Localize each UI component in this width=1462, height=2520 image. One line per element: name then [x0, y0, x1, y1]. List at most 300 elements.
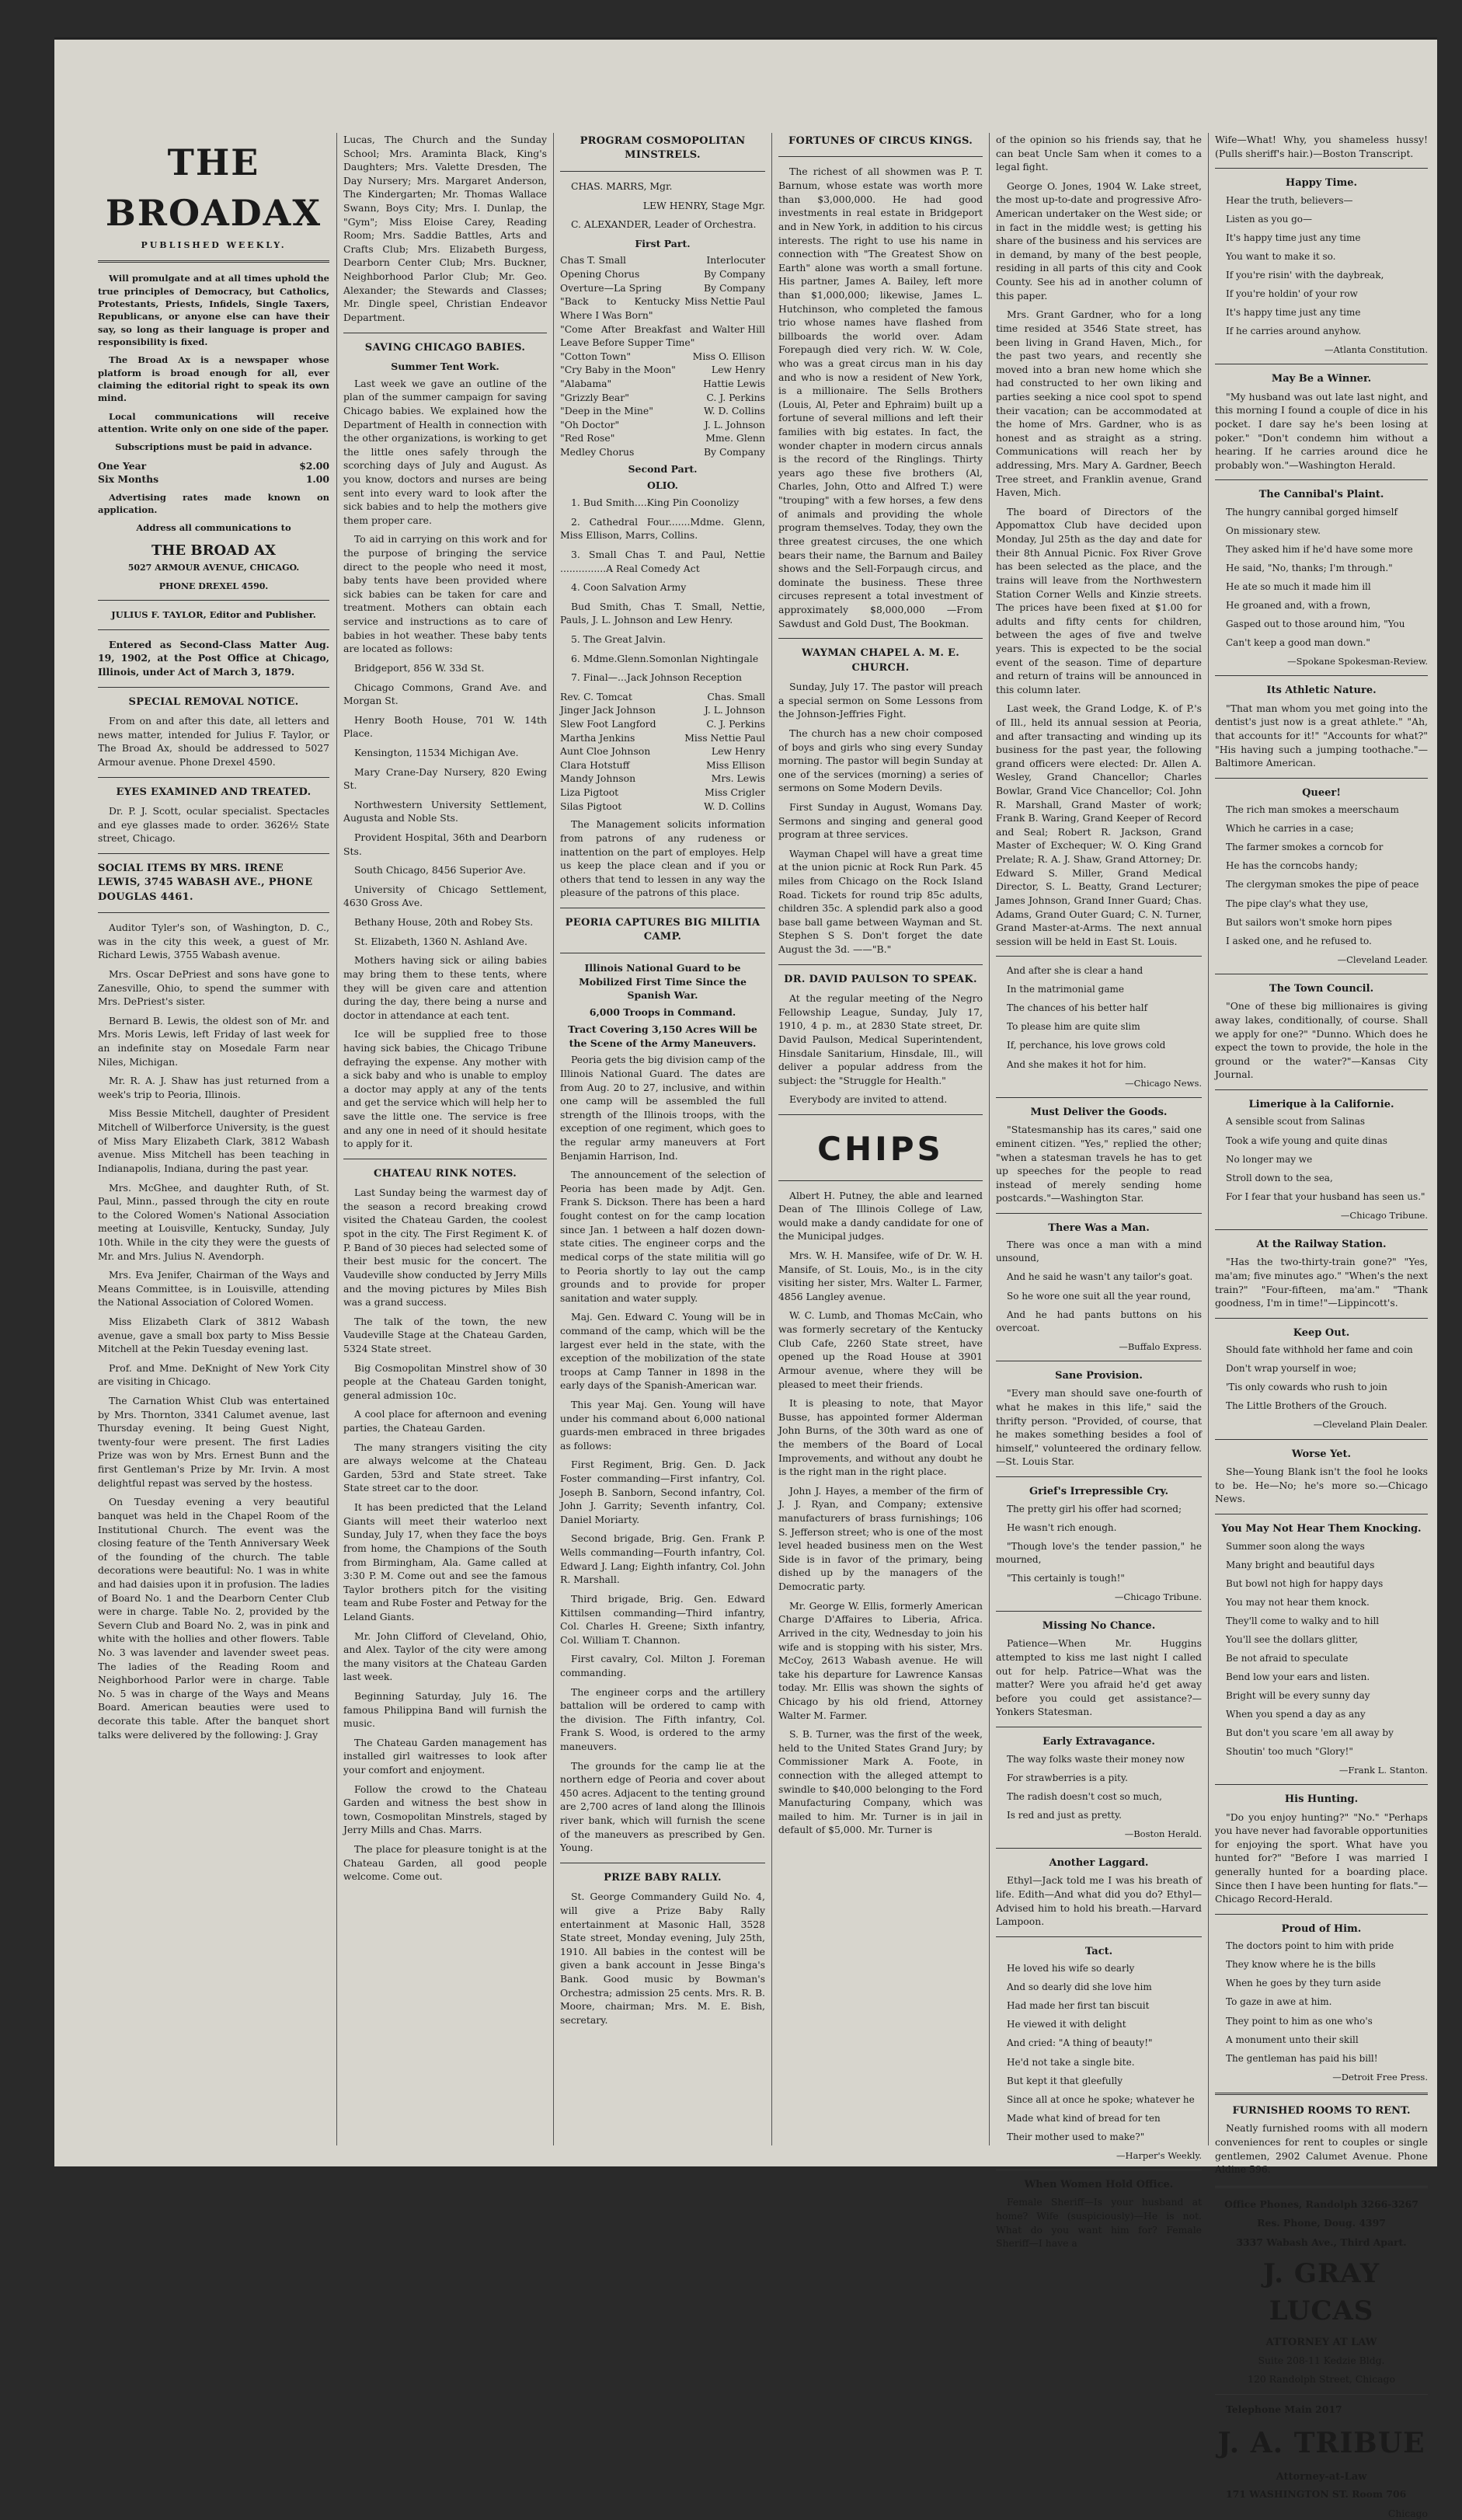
verse-line: The farmer smokes a corncob for	[1226, 842, 1384, 853]
verse-line: They point to him as one who's	[1226, 2015, 1373, 2027]
column-rule	[771, 133, 772, 2145]
verse-line: The gentleman has paid his bill!	[1226, 2052, 1378, 2064]
program-performer: Mrs. Lewis	[711, 772, 765, 785]
program-title: Rev. C. Tomcat	[560, 690, 632, 702]
attribution: —Buffalo Express.	[1119, 1340, 1202, 1352]
verse-line: Bend low your ears and listen.	[1226, 1671, 1370, 1682]
program-title: Chas T. Small	[560, 254, 627, 267]
program-item: 3. Small Chas T. and Paul, Nettie ...............A Real Comedy Act	[560, 548, 765, 574]
verse-line: Gasped out to those around him, "You	[1226, 619, 1405, 629]
joke-heading: Must Deliver the Goods.	[1030, 1106, 1168, 1118]
attribution: —Harper's Weekly.	[1116, 2149, 1202, 2161]
divider	[778, 1180, 983, 1181]
chips-item: John J. Hayes, a member of the firm of J. J. Ryan, and Company; extensive manufacturers of brass furnishings; 106 S. Jefferson street; who is one of the most level headed business men on the West Side is in favor of the primary, being dished up by the managers of the Democratic party.	[778, 1484, 983, 1593]
lucas-ad-title: ATTORNEY AT LAW	[1265, 2337, 1377, 2349]
joke-heading: Missing No Chance.	[1042, 1619, 1156, 1632]
joke-heading: Worse Yet.	[1291, 1448, 1352, 1460]
headline: CHATEAU RINK NOTES.	[373, 1167, 517, 1180]
program-performer: Miss Nettie Paul	[684, 295, 765, 308]
verse-line: Their mother used to make?"	[1007, 2131, 1145, 2142]
divider	[1215, 1914, 1428, 1915]
divider	[996, 1611, 1202, 1612]
social-item: On Tuesday evening a very beautiful banquet was held in the Chapel Room of the Institutional Church. The event was the closing feature of the Tenth Anniversary Week of the founding of the church. The table decorations were beautiful: No. 1 was in white and had daisies upon it in profusion. The ladies of Board No. 1 and the Dearborn Center Club were in charge. Table No. 2, provided by the Severn Club and Board No. 2, was in pink and white with the hollies and other flowers. Table No. 3 was lavender and lavender sweet peas. The ladies of the Reading Room and Neighborhood Parlor were in charge. Table No. 5 was in charge of the Ways and Means Board. American beauties were used to decorate this table. After the banquet short talks were delivered by the following: J. Gray	[98, 1496, 329, 1741]
verse-line: So he wore one suit all the year round,	[1007, 1290, 1191, 1302]
joke-heading: Tact.	[1084, 1945, 1113, 1957]
column-rule	[989, 133, 990, 2145]
ad-line: Suite 208-11 Kedzie Bldg.	[1258, 2354, 1385, 2366]
program-row	[560, 418, 765, 432]
verse-line: To gaze in awe at him.	[1226, 1996, 1332, 2008]
verse-line: Bright will be every sunny day	[1226, 1689, 1370, 1701]
divider	[560, 171, 765, 172]
ad-line: 120 Randolph Street, Chicago	[1248, 2373, 1395, 2386]
verse-line: I asked one, and he refused to.	[1226, 935, 1372, 946]
divider	[98, 777, 329, 778]
tent-location: Bethany House, 20th and Robey Sts.	[354, 916, 534, 929]
joke-heading: May Be a Winner.	[1271, 373, 1372, 385]
program-performer: C. J. Perkins	[706, 391, 765, 403]
article-paragraph: To aid in carrying on this work and for the purpose of bringing the service direct to the people who need it most, baby tents have been provided where sick babies can be taken for care and treatment. Mothers can obtain each service and instructions as to care of babies in hot weather. These baby tents are located as follows:	[343, 533, 547, 655]
verse-line: Had made her first tan biscuit	[1007, 2000, 1150, 2012]
program-item: 4. Coon Salvation Army	[571, 581, 687, 594]
verse-line: You may not hear them knock.	[1226, 1596, 1370, 1608]
program-item: 5. The Great Jalvin.	[571, 633, 666, 645]
article-paragraph: The engineer corps and the artillery battalion will be ordered to camp with the division. The Fifth infantry, Col. Frank S. Wood, is ordered to the army maneuvers.	[560, 1685, 765, 1753]
article-paragraph: First Regiment, Brig. Gen. D. Jack Foster commanding—First infantry, Col. Joseph B. Sanborn, Second infantry, Col. John J. Garrity; Seventh infantry, Col. Daniel Moriarty.	[560, 1459, 765, 1525]
joke-text: "My husband was out late last night, and this morning I found a couple of dice in his pocket. I dare say he's been losing at poker." "Don't condemn him without a hearing. If he carries around dice he probably won."—Washington Herald.	[1215, 390, 1428, 471]
mission-statement: Will promulgate and at all times uphold the true principles of Democracy, but Catholics, Protestants, Priests, Infidels, Single Taxers, Republicans, or anyone else can have their say, so long as their language is proper and responsibility is fixed.	[98, 273, 329, 347]
program-title: Martha Jenkins	[560, 731, 635, 744]
verse-line: You'll see the dollars glitter,	[1226, 1633, 1359, 1645]
divider	[1215, 675, 1428, 676]
program-performer: J. L. Johnson	[704, 418, 765, 430]
article-paragraph: Beginning Saturday, July 16. The famous Philippina Band will furnish the music.	[343, 1689, 547, 1730]
article-paragraph: First Sunday in August, Womans Day. Sermons and singing and general good program at three services.	[778, 800, 983, 841]
program-row	[560, 445, 765, 459]
article-paragraph: The church has a new choir composed of boys and girls who sing every Sunday morning. The pastor will begin Sunday at one of the services (morning) a series of sermons on Some Modern Devils.	[778, 727, 983, 794]
chips-heading: CHIPS	[817, 1129, 944, 1168]
article-paragraph: It has been predicted that the Leland Giants will meet their waterloo next Sunday, July 17, when they face the boys from home, the Champions of the South from Birmingham, Ala. Game called at 3:30 P. M. Come out and see the famous Taylor brothers pitch for the visiting team and Rube Foster and Petway for the Leland Giants.	[343, 1501, 547, 1622]
program-performer: By Company	[703, 281, 765, 294]
program-row	[560, 404, 765, 418]
attribution: —Detroit Free Press.	[1332, 2071, 1428, 2083]
address-note: Address all communications to	[136, 522, 291, 534]
verse-line: No longer may we	[1226, 1153, 1313, 1165]
published-weekly: PUBLISHED WEEKLY.	[141, 239, 287, 250]
article-paragraph: Mrs. Grant Gardner, who for a long time resided at 3546 State street, has been living in Grand Haven, Mich., for the past two years, and recently she moved into a bran new home which she had constructed to her own liking and parties seeking a nice cool spot to spend their vacation; can be accommodated at the home of Mrs. Gardner, who is as honest and as straight as a string. Communications will reach her by addressing, Mrs. Mary A. Gardner, Beech Tree street, and Franklin avenue, Grand Haven, Mich.	[996, 308, 1202, 499]
program-row	[560, 744, 765, 758]
verse-line: The rich man smokes a meerschaum	[1226, 804, 1399, 816]
program-row	[560, 281, 765, 295]
divider	[996, 1213, 1202, 1214]
ad-line: Res. Phone, Doug. 4397	[1257, 2217, 1386, 2229]
joke-heading: Early Extravagance.	[1043, 1736, 1155, 1748]
tent-location: Henry Booth House, 701 W. 14th Place.	[343, 713, 547, 740]
tent-location: University of Chicago Settlement, 4630 Gross Ave.	[343, 883, 547, 909]
article-paragraph: St. George Commandery Guild No. 4, will give a Prize Baby Rally entertainment at Masonic Hall, 3528 State street, Monday evening, July 25th, 1910. All babies in the contest will be given a bank account in Jesse Binga's Bank. Good music by Bowman's Orchestra; admission 25 cents. Mrs. R. B. Moore, chairman; Mrs. M. E. Bish, secretary.	[560, 1891, 765, 2026]
headline: PROGRAM COSMOPOLITAN MINSTRELS.	[580, 135, 746, 162]
divider	[98, 687, 329, 688]
article-paragraph: The Chateau Garden management has installed girl waitresses to look after your comfort and enjoyment.	[343, 1736, 547, 1776]
verse-line: The doctors point to him with pride	[1226, 1940, 1394, 1952]
divider	[778, 156, 983, 157]
program-performer: Miss Nettie Paul	[684, 731, 765, 744]
program-title: Opening Chorus	[560, 268, 640, 281]
verse-line: It's happy time just any time	[1226, 232, 1361, 243]
program-title: "Back to Kentucky Where I Was Born"	[560, 295, 681, 321]
divider	[1215, 1229, 1428, 1230]
divider	[1215, 1089, 1428, 1090]
verse-line: He'd not take a single bite.	[1007, 2056, 1135, 2068]
article-paragraph: The richest of all showmen was P. T. Barnum, whose estate was worth more than $3,000,000. He had good investments in real estate in Bridgeport and in New York, in addition to his circus interests. The right to use his name in connection with "The Greatest Show on Earth" alone was worth a small fortune. His partner, James A. Bailey, left more than $1,000,000; likewise, James L. Hutchinson, who completed the famous trio whose names have flashed from billboards the world over. Adam Forepaugh died very rich. W. W. Cole, who was a great circus man in his day and who is now a resident of New York, is a millionaire. The Sells Brothers (Louis, Al, Peter and Ephraim) built up a fortune of several millions and left their families with big estates. In fact, the wonder chapter in modern circus annals is the record of the Ringlings. Thirty years ago these five brothers (Al, Charles, John, Otto and Alfred T.) were "trouping" with a few horses, a few dens of animals and providing the whole program themselves. Today, they own the three greatest circuses, the one which bears their name, the Barnum and Bailey shows and the Sell-Forpaugh circus, and dominate the business. These three circuses represent a total investment of approximately $8,000,000 —From Sawdust and Gold Dust, The Bookman.	[778, 166, 983, 629]
divider	[98, 629, 329, 630]
divider	[778, 1114, 983, 1115]
advertising-rates: Advertising rates made known on application.	[98, 491, 329, 516]
program-title: "Cotton Town"	[560, 350, 632, 362]
joke-heading: Limerique à la Californie.	[1248, 1099, 1394, 1111]
ad-line: Office Phones, Randolph 3266-3267	[1224, 2198, 1418, 2210]
verse-line: Many bright and beautiful days	[1226, 1559, 1375, 1570]
masthead: THE BROADAX	[105, 141, 322, 235]
program-title: "Come After Breakfast and Leave Before Supper Time"	[560, 322, 708, 349]
verse-line: "This certainly is tough!"	[1007, 1572, 1125, 1584]
verse-line: The clergyman smokes the pipe of peace	[1226, 879, 1419, 891]
social-item: Mrs. Oscar DePriest and sons have gone to Zanesville, Ohio, to spend the summer with Mrs. DePriest's sister.	[98, 967, 329, 1008]
ad-line: 171 WASHINGTON ST. Room 706	[1226, 2488, 1407, 2501]
article-paragraph: First cavalry, Col. Milton J. Foreman commanding.	[560, 1653, 765, 1678]
verse-line: He loved his wife so dearly	[1007, 1963, 1135, 1975]
program-performer: J. L. Johnson	[704, 704, 765, 716]
price-value: $2.00	[299, 459, 329, 472]
social-item: Bernard B. Lewis, the oldest son of Mr. and Mrs. Moris Lewis, left Friday of last week for an indefinite stay on Mosedale Farm near Niles, Michigan.	[98, 1014, 329, 1068]
headline: DR. DAVID PAULSON TO SPEAK.	[784, 973, 977, 985]
social-item: Mrs. Eva Jenifer, Chairman of the Ways and Means Committee, is in Louisville, attending the National Association of Colored Women.	[98, 1269, 329, 1309]
attribution: —Chicago News.	[1125, 1077, 1202, 1089]
verse-line: The pretty girl his offer had scorned;	[1007, 1503, 1182, 1514]
column-4	[774, 133, 987, 2145]
divider	[1215, 2093, 1428, 2095]
entered-notice: Entered as Second-Class Matter Aug. 19, 1902, at the Post Office at Chicago, Illinois, under Act of March 3, 1879.	[98, 638, 329, 678]
joke-text: She—Young Blank isn't the fool he looks to be. He—No; he's more so.—Chicago News.	[1215, 1466, 1428, 1505]
joke-heading: Happy Time.	[1285, 177, 1358, 190]
joke-text: Patience—When Mr. Huggins attempted to kiss me last night I called out for help. Patrice—What was the matter? Were you afraid he'd get away before you could get assistance?—Yonkers Statesman.	[996, 1637, 1202, 1718]
ad-line: 3337 Wabash Ave., Third Apart.	[1236, 2236, 1407, 2249]
tent-location: Chicago Commons, Grand Ave. and Morgan St.	[343, 681, 547, 707]
joke-text: "Every man should save one-fourth of what he makes in this life," said the thrifty person. "Provided, of course, that he makes something besides a fool of himself," volunteered the ordinary fellow.—St. Louis Star.	[996, 1387, 1202, 1468]
platform-statement: The Broad Ax is a newspaper whose platform is broad enough for all, ever claiming the editorial right to speak its own mind.	[98, 354, 329, 404]
divider	[778, 638, 983, 639]
tent-location: Bridgeport, 856 W. 33d St.	[354, 661, 485, 674]
social-item: Auditor Tyler's son, of Washington, D. C., was in the city this week, a guest of Mr. Richard Lewis, 3755 Wabash avenue.	[98, 922, 329, 961]
column-3	[555, 133, 770, 2145]
program-row	[560, 363, 765, 377]
program-performer: Hattie Lewis	[703, 377, 765, 389]
verse-line: In the matrimonial game	[1007, 984, 1124, 995]
article-paragraph: Everybody are invited to attend.	[789, 1093, 948, 1106]
program-title: Overture—La Spring	[560, 281, 662, 294]
verse-line: Since all at once he spoke; whatever he	[1007, 2093, 1195, 2105]
article-paragraph: Last week, the Grand Lodge, K. of P.'s of Ill., held its annual session at Peoria, and after transacting and winding up its business for the past year, the following grand officers were elected: Dr. Allen A. Wesley, Grand Chancellor; Charles Bowlar, Grand Vice Chancellor; Col. John R. Marshall, Grand Master of work; Frank B. Waring, Grand Keeper of Record and Seal; Robert R. Jackson, Grand Master of Exchequer; W. O. King Grand Prelate; R. A. J. Shaw, Grand Attorney; Dr. Edward S. Miller, Grand Medical Director, S. L. Beatty, Grand Lecturer; James Johnson, Grand Inner Guard; Chas. Adams, Grand Outer Guard; C. N. Turner, Grand Master-at-Arms. The next annual session will be held in East St. Louis.	[996, 702, 1202, 947]
ad-line: Telephone Main 2017	[1226, 2403, 1342, 2415]
verse-line: If he carries around anyhow.	[1226, 325, 1362, 336]
verse-line: He has the corncobs handy;	[1226, 860, 1358, 872]
tent-location: Kensington, 11534 Michigan Ave.	[354, 746, 519, 758]
program-title: "Oh Doctor"	[560, 418, 620, 430]
attribution: —Frank L. Stanton.	[1338, 1764, 1428, 1776]
lucas-ad-name: J. GRAY LUCAS	[1262, 2257, 1380, 2327]
verse-line: The Little Brothers of the Grouch.	[1226, 1400, 1387, 1412]
joke-text: "Do you enjoy hunting?" "No." "Perhaps you have never had favorable opportunities for enjoying the sport. What have you hunted for?" "Before I was married I generally hunted for a boarding place. Since then I have been hunting for flats."—Chicago Record-Herald.	[1215, 1811, 1428, 1905]
joke-heading: There Was a Man.	[1048, 1222, 1150, 1234]
verse-line: But kept it that gleefully	[1007, 2075, 1123, 2086]
program-title: Liza Pigtoot	[560, 786, 619, 799]
attribution: —Boston Herald.	[1124, 1828, 1202, 1839]
program-performer: Lew Henry	[711, 745, 765, 758]
article-paragraph: Ice will be supplied free to those having sick babies, the Chicago Tribune defraying the expense. Any mother with a sick baby and who is unable to employ a doctor may apply at any of the tents and get the service which will help her to save the little one. The service is free and any one in need of it should hesitate to apply for it.	[343, 1028, 547, 1150]
social-item: The Carnation Whist Club was entertained by Mrs. Thornton, 3341 Calumet avenue, last Thursday evening. It being Guest Night, twenty-four were present. The first Ladies Prize was won by Mrs. Ernest Bunn and the first Gentleman's Prize by Mr. Irvin. A most delightful repast was served by the hostess.	[98, 1395, 329, 1489]
local-communications: Local communications will receive attention. Write only on one side of the paper.	[98, 410, 329, 434]
verse-line: The way folks waste their money now	[1007, 1753, 1185, 1765]
verse-line: Be not afraid to speculate	[1226, 1652, 1349, 1664]
verse-line: And he had pants buttons on his overcoat.	[996, 1309, 1202, 1333]
divider	[98, 260, 329, 263]
verse-line: They asked him if he'd have some more	[1226, 543, 1413, 555]
joke-heading: The Cannibal's Plaint.	[1258, 489, 1384, 501]
article-paragraph: The announcement of the selection of Peoria has been made by Adjt. Gen. Frank S. Dickson. There has been a hard fought contest on for the camp location since Jan. 1 between a half dozen down-state cities. The engineer corps and the medical corps of the state militia will go to Peoria shortly to lay out the camp grounds and to provide for proper sanitation and water supply.	[560, 1169, 765, 1304]
divider	[996, 956, 1202, 957]
verse-line: They know where he is the bills	[1226, 1959, 1376, 1971]
program-row	[560, 322, 765, 350]
program-item: Bud Smith, Chas T. Small, Nettie, Pauls, J. L. Johnson and Lew Henry.	[560, 600, 765, 626]
subheadline: 6,000 Troops in Command.	[589, 1006, 736, 1019]
divider	[1215, 778, 1428, 779]
social-item: Miss Elizabeth Clark of 3812 Wabash avenue, gave a small box party to Miss Bessie Mitchell at the Pekin Tuesday evening last.	[98, 1316, 329, 1355]
program-title: Mandy Johnson	[560, 772, 636, 785]
article-paragraph: Maj. Gen. Edward C. Young will be in command of the camp, which will be the largest ever held in the state, with the exception of the mobilization of the state troops at Camp Tanner in 1898 in the early days of the Spanish-American war.	[560, 1311, 765, 1392]
verse-line: If you're holdin' of your row	[1226, 288, 1358, 299]
editor-line: JULIUS F. TAYLOR, Editor and Publisher.	[111, 609, 316, 621]
divider	[1215, 2186, 1428, 2188]
program-performer: Walter Hill	[712, 322, 765, 335]
headline: PRIZE BABY RALLY.	[604, 1871, 722, 1884]
program-row	[560, 703, 765, 717]
program-title: Aunt Cloe Johnson	[560, 745, 651, 758]
verse-line: But sailors won't smoke horn pipes	[1226, 916, 1392, 928]
program-performer: Miss Crigler	[705, 786, 765, 799]
program-row	[560, 377, 765, 391]
verse-line: When he goes by they turn aside	[1226, 1978, 1381, 1989]
verse-line: He said, "No, thanks; I'm through."	[1226, 562, 1393, 573]
verse-line: On missionary stew.	[1226, 525, 1321, 536]
program-row	[560, 253, 765, 267]
verse-line: Took a wife young and quite dinas	[1226, 1135, 1387, 1146]
joke-text: "That man whom you met going into the dentist's just now is a great athlete." "Ah, that accounts for it!" "Accounts for what?" "His having such a jumping toothache."—Baltimore American.	[1215, 702, 1428, 769]
article-paragraph: Mr. John Clifford of Cleveland, Ohio, and Alex. Taylor of the city were among the many visitors at the Chateau Garden last week.	[343, 1629, 547, 1683]
verse-line: Stroll down to the sea,	[1226, 1172, 1333, 1183]
program-title: Clara Hotstuff	[560, 758, 630, 771]
tribue-ad-name: J. A. TRIBUE	[1217, 2427, 1425, 2460]
column-rule	[336, 133, 337, 2145]
divider	[1215, 1318, 1428, 1319]
program-performer: Lew Henry	[711, 364, 765, 376]
verse-line: And so dearly did she love him	[1007, 1981, 1152, 1993]
program-title: Slew Foot Langford	[560, 718, 656, 730]
verse-line: And after she is clear a hand	[1007, 965, 1143, 977]
column-rule	[553, 133, 554, 2145]
joke-text: Female Sheriff—Is your husband at home? Wife (suspiciously)—He is not. What do you want him for? Female Sheriff—I have a	[996, 2196, 1202, 2250]
program-part-heading: Second Part.	[628, 462, 698, 475]
subheadline: Illinois National Guard to be Mobilized First Time Since the Spanish War.	[579, 961, 747, 1002]
verse-line: Shoutin' too much "Glory!"	[1226, 1745, 1353, 1757]
divider	[1215, 168, 1428, 169]
column-5	[991, 133, 1206, 2250]
article-paragraph: Last Sunday being the warmest day of the season a record breaking crowd visited the Chateau Garden, the coolest spot in the city. The First Regiment K. of P. Band of 30 pieces had selected some of their best music for the concert. The Vaudeville show conducted by Jerry Mills and the moving pictures by Miles Bish was a grand success.	[343, 1187, 547, 1309]
article-paragraph: Wayman Chapel will have a great time at the union picnic at Rock Run Park. 45 miles from Chicago on the Rock Island Road. Tickets for round trip 85c adults, children 35c. A splendid park also a good base ball game between Wayman and St. Stephen S S. Don't forget the date August the 3d. ——"B."	[778, 847, 983, 956]
verse-line: The radish doesn't cost so much,	[1007, 1790, 1162, 1802]
divider	[98, 853, 329, 854]
article-paragraph: The Management solicits information from patrons of any rudeness or inattention on the part of employes. Help us keep the place clean and if you or others that tend to lessen in any way the pleasure of the patrons of this place.	[560, 818, 765, 899]
verse-line: Should fate withhold her fame and coin	[1226, 1344, 1413, 1356]
program-item: 2. Cathedral Four.......Mdme. Glenn, Miss Ellison, Marrs, Collins.	[560, 515, 765, 542]
paper-address: 5027 ARMOUR AVENUE, CHICAGO.	[127, 563, 300, 573]
program-row	[560, 786, 765, 800]
verse-line: But bowl not high for happy days	[1226, 1577, 1384, 1589]
joke-heading: The Town Council.	[1269, 982, 1374, 995]
verse-line: Can't keep a good man down."	[1226, 637, 1370, 649]
program-performer: W. D. Collins	[704, 800, 765, 812]
social-item: Miss Bessie Mitchell, daughter of President Mitchell of Wilberforce University, is the guest of Miss Mary Elizabeth Clark, 3812 Wabash avenue. Miss Mitchell has been teaching in Indianapolis, Indiana, during the past year.	[98, 1107, 329, 1174]
chips-item: It is pleasing to note, that Mayor Busse, has appointed former Alderman John Burns, of the 30th ward as one of the members of the Board of Local Improvements, and without any doubt he is the right man in the right place.	[778, 1397, 983, 1478]
program-row	[560, 690, 765, 704]
attribution: —Chicago Tribune.	[1114, 1591, 1202, 1602]
joke-heading: Keep Out.	[1293, 1326, 1350, 1339]
joke-text: "Statesmanship has its cares," said one eminent citizen. "Yes," replied the other; "when a statesman travels he has to get up speeches for the people to read instead of merely sending home postcards."—Washington Star.	[996, 1124, 1202, 1204]
article-paragraph: Follow the crowd to the Chateau Garden and witness the best show in town, Cosmopolitan Minstrels, staged by Jerry Mills and Chas. Marrs.	[343, 1783, 547, 1836]
joke-text: Ethyl—Jack told me I was his breath of life. Edith—And what did you do? Ethyl—Advised him to hold his breath.—Harvard Lampoon.	[996, 1874, 1202, 1928]
article-paragraph: Second brigade, Brig. Gen. Frank P. Wells commanding—Fourth infantry, Col. Edward J. Lang; Eighth infantry, Col. John R. Marshall.	[560, 1532, 765, 1586]
program-performer: Chas. Small	[707, 690, 765, 702]
program-title: "Cry Baby in the Moon"	[560, 364, 676, 376]
verse-line: 'Tis only cowards who rush to join	[1226, 1382, 1387, 1393]
joke-heading: Sane Provision.	[1055, 1369, 1143, 1382]
program-olio: OLIO.	[646, 479, 679, 492]
program-title: "Grizzly Bear"	[560, 391, 629, 403]
verse-line: For strawberries is a pity.	[1007, 1772, 1128, 1783]
ad-text: Neatly furnished rooms with all modern conveniences for rent to couples or single gentlemen, 2902 Calumet Avenue. Phone Aldine 596.	[1215, 2122, 1428, 2176]
joke-text: "Has the two-thirty-train gone?" "Yes, ma'am; five minutes ago." "When's the next train?" "Four-fifteen, ma'am." "Thank goodness, I'm in time!"—Lippincott's.	[1215, 1256, 1428, 1309]
verse-line: And she makes it hot for him.	[1007, 1058, 1147, 1070]
divider	[996, 1848, 1202, 1849]
program-row	[560, 800, 765, 814]
article-paragraph: Mothers having sick or ailing babies may bring them to these tents, where they will be given care and attention during the day, there being a nurse and doctor in attendance at each tent.	[343, 954, 547, 1021]
program-row	[560, 717, 765, 731]
verse-line: Hear the truth, believers—	[1226, 194, 1353, 206]
headline: SPECIAL REMOVAL NOTICE.	[128, 695, 299, 708]
verse-line: If, perchance, his love grows cold	[1007, 1040, 1166, 1051]
column-rule	[1208, 133, 1209, 2145]
verse-line: But don't you scare 'em all away by	[1226, 1727, 1394, 1738]
program-performer: W. D. Collins	[704, 405, 765, 417]
joke-heading: His Hunting.	[1284, 1793, 1359, 1806]
verse-line: For I fear that your husband has seen us."	[1226, 1190, 1425, 1202]
chips-item: Mr. George W. Ellis, formerly American Charge D'Affaires to Liberia, Africa. Arrived in the city, Wednesday to join his wife and is stopping with his sister, Mrs. McCoy, 2613 Wabash avenue. He will take his departure for Lawrence Kansas today. Mr. Ellis was shown the sights of Chicago by his old friend, Attorney Walter M. Farmer.	[778, 1599, 983, 1721]
program-manager: LEW HENRY, Stage Mgr.	[642, 199, 765, 211]
article-paragraph: of the opinion so his friends say, that he can beat Uncle Sam when it comes to a legal fight.	[996, 134, 1202, 173]
social-item: Prof. and Mme. DeKnight of New York City are visiting in Chicago.	[98, 1361, 329, 1388]
attribution: —Cleveland Plain Dealer.	[1313, 1419, 1428, 1431]
verse-line: He ate so much it made him ill	[1226, 580, 1371, 592]
verse-line: A sensible scout from Salinas	[1226, 1116, 1366, 1128]
article-paragraph: A cool place for afternoon and evening parties, the Chateau Garden.	[343, 1408, 547, 1434]
verse-line: The chances of his better half	[1007, 1002, 1148, 1014]
divider	[1215, 1439, 1428, 1440]
paper-name: THE BROAD AX	[151, 542, 276, 559]
tent-location: South Chicago, 8456 Superior Ave.	[354, 864, 526, 877]
program-performer: Miss Ellison	[705, 758, 765, 771]
article-paragraph: Third brigade, Brig. Gen. Edward Kittilsen commanding—Third infantry, Col. Charles H. Greene; Sixth infantry, Col. William T. Channon.	[560, 1592, 765, 1646]
newspaper-page	[54, 37, 1437, 2519]
article-paragraph: The grounds for the camp lie at the northern edge of Peoria and cover about 450 acres. Adjacent to the tenting ground are 2,700 acres of land along the Illinois river bank, which will furnish the scene of the maneuvers as prescribed by Gen. Young.	[560, 1759, 765, 1854]
verse-line: If you're risin' with the daybreak,	[1226, 269, 1384, 281]
joke-heading: You May Not Hear Them Knocking.	[1221, 1523, 1422, 1535]
verse-line: Summer soon along the ways	[1226, 1540, 1365, 1552]
program-item: 1. Bud Smith....King Pin Coonolizy	[571, 497, 740, 509]
joke-heading: Grief's Irrepressible Cry.	[1029, 1486, 1169, 1498]
headline: SOCIAL ITEMS BY MRS. IRENE LEWIS, 3745 WABASH AVE., PHONE DOUGLAS 4461.	[98, 862, 313, 903]
program-row	[560, 731, 765, 745]
verse-line: They'll come to walky and to hill	[1226, 1615, 1380, 1626]
headline: EYES EXAMINED AND TREATED.	[116, 786, 312, 798]
verse-line: You want to make it so.	[1226, 250, 1336, 262]
attribution: —Cleveland Leader.	[1337, 953, 1428, 965]
program-performer: By Company	[703, 446, 765, 458]
program-title: "Alabama"	[560, 377, 612, 389]
article-paragraph: Sunday, July 17. The pastor will preach a special sermon on Some Lessons from the Johnson-Jeffries Fight.	[778, 681, 983, 720]
article-paragraph: George O. Jones, 1904 W. Lake street, the most up-to-date and progressive Afro-American undertaker on the West side; or in fact in the middle west; is getting his share of the business and his services are in demand, by many of the best people, residing in all parts of this city and Cook County. See his ad in another column of this paper.	[996, 180, 1202, 301]
joke-heading: When Women Hold Office.	[1024, 2178, 1174, 2191]
program-performer: C. J. Perkins	[706, 718, 765, 730]
program-manager: C. ALEXANDER, Leader of Orchestra.	[571, 218, 757, 231]
attribution: —Spokane Spokesman-Review.	[1287, 656, 1428, 667]
verse-line: The hungry cannibal gorged himself	[1226, 506, 1398, 518]
program-row	[560, 350, 765, 364]
verse-line: There was once a man with a mind unsound,	[996, 1239, 1202, 1264]
article-paragraph: At the regular meeting of the Negro Fellowship League, Sunday, July 17, 1910, 4 p. m., at 2830 State street, Dr. David Paulson, Medical Superintendent, Hinsdale Sanitarium, Hinsdale, Ill., will deliver a popular address from the subject: the "Struggle for Health."	[778, 992, 983, 1086]
tribue-ad-title: Attorney-at-Law	[1276, 2470, 1367, 2483]
verse-line: Is red and just as pretty.	[1007, 1809, 1122, 1821]
headline: WAYMAN CHAPEL A. M. E. CHURCH.	[801, 647, 960, 674]
verse-line: A monument unto their skill	[1226, 2034, 1359, 2045]
column-6	[1210, 133, 1432, 2519]
program-manager: CHAS. MARRS, Mgr.	[571, 180, 673, 192]
column-2	[339, 133, 552, 2145]
divider	[98, 912, 329, 913]
article-paragraph: The board of Directors of the Appomattox Club have decided upon Monday, Jul 25th as the day and date for their 8th Annual Picnic. Fox River Grove has been selected as the place, and the trains will leave from the Northwestern Station Corner Wells and Kinzie streets. The prices have been fixed at $1.00 for adults and fifty cents for children, between the ages of five and twelve years. This is expected to be the social event of the season. Time of departure and return of trains will be announced in this column later.	[996, 505, 1202, 695]
article-paragraph: From on and after this date, all letters and news matter, intended for Julius F. Taylor, or The Broad Ax, should be addressed to 5027 Armour avenue. Phone Drexel 4590.	[98, 715, 329, 768]
ad-heading: FURNISHED ROOMS TO RENT.	[1232, 2104, 1411, 2117]
joke-heading: Another Laggard.	[1049, 1857, 1149, 1869]
verse-line: Which he carries in a case;	[1226, 823, 1354, 835]
ad-line: Chicago	[1387, 2507, 1428, 2519]
chips-item: S. B. Turner, was the first of the week, held to the United States Grand Jury; by Commissioner Mark A. Foote, in connection with the alleged attempt to swindle to $40,000 belonging to the Ford Manufacturing Company, which was mailed to him. Mr. Turner is in jail in default of $5,000. Mr. Turner is	[778, 1728, 983, 1836]
verse-line: It's happy time just any time	[1226, 306, 1361, 318]
article-paragraph: Dr. P. J. Scott, ocular specialist. Spectacles and eye glasses made to order. 3626½ State street, Chicago.	[98, 804, 329, 845]
divider	[996, 1476, 1202, 1477]
joke-heading: At the Railway Station.	[1256, 1238, 1387, 1250]
verse-line: Listen as you go—	[1226, 213, 1313, 225]
verse-line: Made what kind of bread for ten	[1007, 2112, 1161, 2124]
attribution: —Atlanta Constitution.	[1325, 343, 1428, 355]
